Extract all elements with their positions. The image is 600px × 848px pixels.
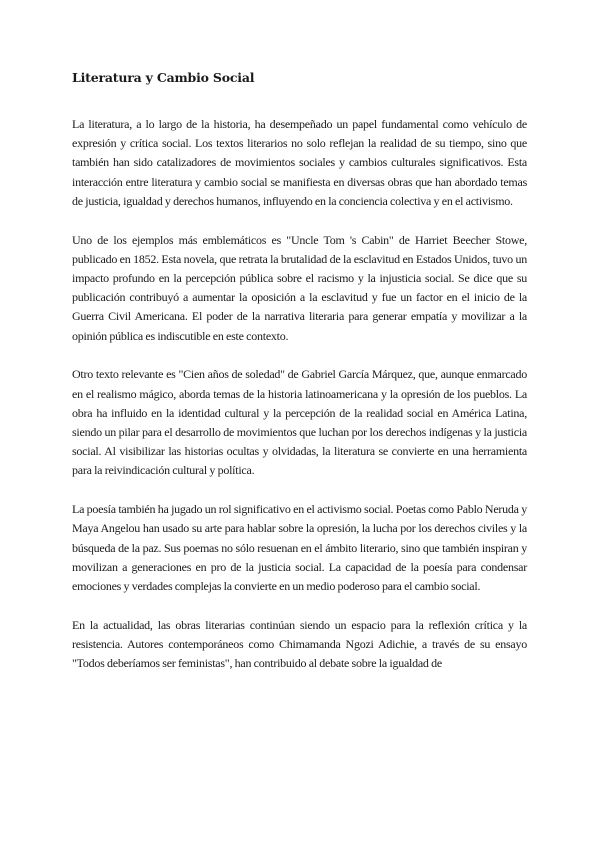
document-title: Literatura y Cambio Social xyxy=(72,70,255,85)
paragraph-contemporary: En la actualidad, las obras literarias continúan siendo un espacio para la reflexión crítica y la resistencia. Autores contemporáneos como Chimamanda Ngozi Adichie, a través de su ensayo "Todos deberíamos ser feministas", han contribuido al debate sobre la igualdad de xyxy=(72,617,527,671)
paragraph-intro: La literatura, a lo largo de la historia, ha desempeñado un papel fundamental como vehículo de expresión y crítica social. Los textos literarios no solo reflejan la realidad de su tiempo, sino que también han sido catalizadores de movimientos sociales y cambios culturales significativos. Esta interacción entre literatura y cambio social se manifiesta en diversas obras que han abordado temas de justicia, igualdad y derechos humanos, influyendo en la conciencia colectiva y en el activismo. xyxy=(72,117,527,208)
paragraph-poetry: La poesía también ha jugado un rol significativo en el activismo social. Poetas como Pablo Neruda y Maya Angelou han usado su arte para hablar sobre la opresión, la lucha por los derechos civiles y la búsqueda de la paz. Sus poemas no sólo resuenan en el ámbito literario, sino que también inspiran y movilizan a generaciones en pro de la justicia social. La capacidad de la poesía para condensar emociones y verdades complejas la convierte en un medio poderoso para el cambio social. xyxy=(72,502,527,594)
paragraph-uncle-toms-cabin: Uno de los ejemplos más emblemáticos es "Uncle Tom 's Cabin" de Harriet Beecher Stowe, publicado en 1852. Esta novela, que retrata la brutalidad de la esclavitud en Estados Unidos, tuvo un impacto profundo en la percepción pública sobre el racismo y la injusticia social. Se dice que su publicación contribuyó a aumentar la oposición a la esclavitud y fue un factor en el inicio de la Guerra Civil Americana. El poder de la narrativa literaria para generar empatía y movilizar a la opinión pública es indiscutible en este contexto. xyxy=(72,232,527,343)
paragraph-cien-anos-de-soledad: Otro texto relevante es "Cien años de soledad" de Gabriel García Márquez, que, aunque enmarcado en el realismo mágico, aborda temas de la historia latinoamericana y la opresión de los pueblos. La obra ha influido en la identidad cultural y la percepción de la realidad social en América Latina, siendo un pilar para el desarrollo de movimientos que luchan por los derechos indígenas y la justicia social. Al visibilizar las historias ocultas y olvidadas, la literatura se convierte en una herramienta para la reivindicación cultural y política. xyxy=(72,367,527,478)
document-body xyxy=(72,115,527,693)
